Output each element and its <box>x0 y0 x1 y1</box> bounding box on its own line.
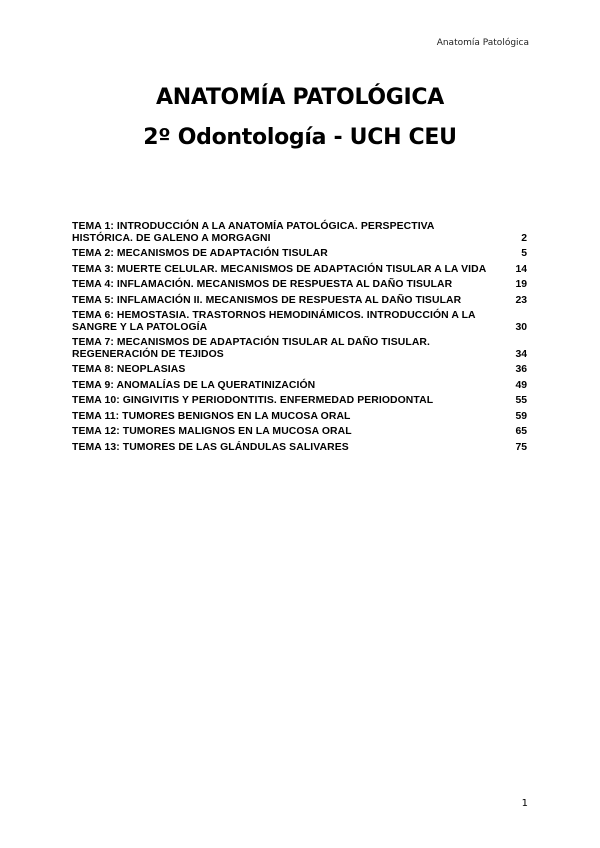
running-header: Anatomía Patológica <box>436 38 529 48</box>
toc-entry-page: 36 <box>515 364 527 375</box>
toc-entry-title: TEMA 13: TUMORES DE LAS GLÁNDULAS SALIVARES <box>72 441 349 453</box>
toc-entry-title: TEMA 10: GINGIVITIS Y PERIODONTITIS. ENFERMEDAD PERIODONTAL <box>72 395 434 406</box>
toc-entry-page: 65 <box>515 426 527 437</box>
toc-entry-3[interactable] <box>72 264 527 276</box>
toc-entry-4[interactable] <box>72 279 527 291</box>
toc-entry-7[interactable] <box>72 337 527 360</box>
toc-entry-title: TEMA 6: HEMOSTASIA. TRASTORNOS HEMODINÁMICOS. INTRODUCCIÓN A LA SANGRE Y LA PATOLOGÍA <box>72 310 476 333</box>
page-number: 1 <box>521 798 528 809</box>
table-of-contents <box>72 221 527 457</box>
toc-entry-10[interactable] <box>72 395 527 407</box>
toc-entry-9[interactable] <box>72 380 527 392</box>
toc-entry-title: TEMA 8: NEOPLASIAS <box>72 364 186 375</box>
toc-entry-title: TEMA 7: MECANISMOS DE ADAPTACIÓN TISULAR AL DAÑO TISULAR. REGENERACIÓN DE TEJIDOS <box>72 337 431 360</box>
toc-entry-12[interactable] <box>72 426 527 438</box>
toc-entry-1[interactable] <box>72 221 527 244</box>
toc-entry-page: 2 <box>521 232 527 244</box>
toc-entry-title: TEMA 12: TUMORES MALIGNOS EN LA MUCOSA ORAL <box>72 426 352 437</box>
toc-entry-page: 23 <box>515 294 527 306</box>
toc-entry-page: 59 <box>515 410 527 422</box>
title-line-1: ANATOMÍA PATOLÓGICA <box>155 85 444 110</box>
toc-entry-title: TEMA 9: ANOMALÍAS DE LA QUERATINIZACIÓN <box>72 379 316 391</box>
toc-entry-title: TEMA 5: INFLAMACIÓN II. MECANISMOS DE RESPUESTA AL DAÑO TISULAR <box>72 294 462 306</box>
toc-entry-page: 30 <box>515 321 527 333</box>
document-title <box>0 78 600 158</box>
toc-entry-page: 34 <box>515 348 527 360</box>
toc-entry-page: 55 <box>515 395 527 406</box>
toc-entry-5[interactable] <box>72 295 527 307</box>
toc-entry-11[interactable] <box>72 411 527 423</box>
toc-entry-page: 49 <box>515 379 527 391</box>
toc-entry-title: TEMA 1: INTRODUCCIÓN A LA ANATOMÍA PATOLÓGICA. PERSPECTIVA HISTÓRICA. DE GALENO A MORGAGNI <box>72 221 435 244</box>
toc-entry-title: TEMA 2: MECANISMOS DE ADAPTACIÓN TISULAR <box>72 248 328 259</box>
toc-entry-title: TEMA 4: INFLAMACIÓN. MECANISMOS DE RESPUESTA AL DAÑO TISULAR <box>72 279 453 290</box>
title-line-2: 2º Odontología - UCH CEU <box>143 125 457 150</box>
toc-entry-8[interactable] <box>72 364 527 376</box>
toc-entry-6[interactable] <box>72 310 527 333</box>
toc-entry-title: TEMA 11: TUMORES BENIGNOS EN LA MUCOSA ORAL <box>72 410 351 422</box>
toc-entry-page: 14 <box>515 263 527 275</box>
toc-entry-page: 5 <box>521 248 527 259</box>
toc-entry-title: TEMA 3: MUERTE CELULAR. MECANISMOS DE ADAPTACIÓN TISULAR A LA VIDA <box>72 263 487 275</box>
toc-entry-13[interactable] <box>72 442 527 454</box>
toc-entry-page: 75 <box>515 441 527 453</box>
toc-entry-page: 19 <box>515 279 527 290</box>
toc-entry-2[interactable] <box>72 248 527 260</box>
